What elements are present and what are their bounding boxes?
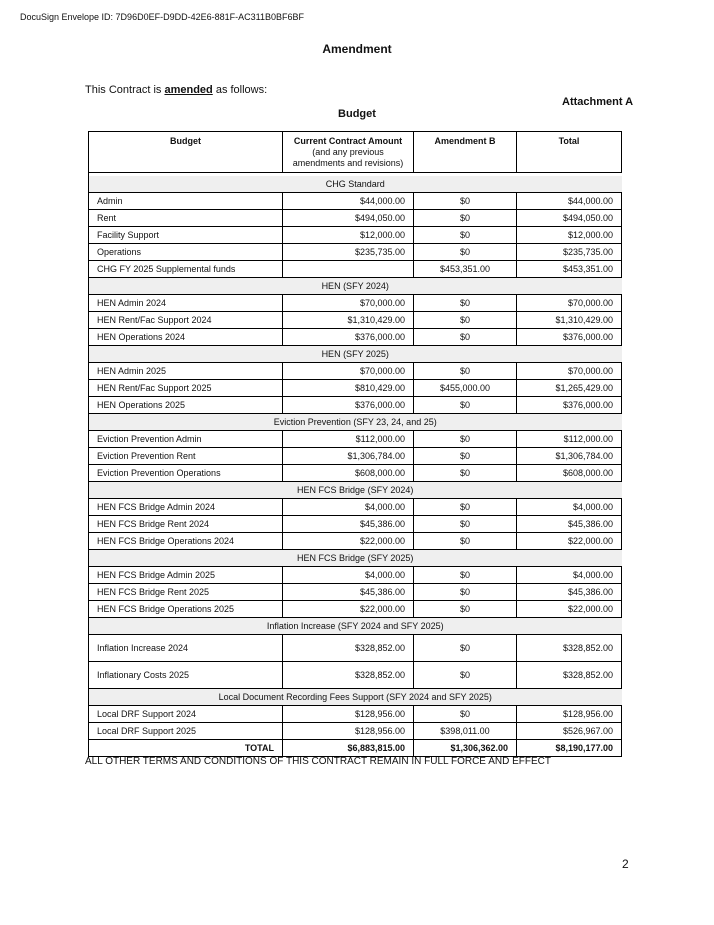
header-current-amount [283, 132, 414, 173]
row-current-amount: $128,956.00 [283, 706, 414, 723]
row-amendment: $0 [414, 567, 517, 584]
row-amendment: $0 [414, 244, 517, 261]
row-amendment: $0 [414, 499, 517, 516]
total-total: $8,190,177.00 [517, 740, 622, 757]
table-row [89, 516, 622, 533]
row-total: $235,735.00 [517, 244, 622, 261]
row-current-amount: $112,000.00 [283, 431, 414, 448]
section-header-row [89, 278, 622, 295]
row-current-amount: $376,000.00 [283, 397, 414, 414]
row-total: $1,265,429.00 [517, 380, 622, 397]
attachment-label: Attachment A [562, 96, 634, 108]
table-row [89, 397, 622, 414]
row-amendment: $398,011.00 [414, 723, 517, 740]
row-label: Inflationary Costs 2025 [89, 662, 283, 689]
table-row [89, 380, 622, 397]
row-label: HEN Operations 2024 [89, 329, 283, 346]
row-current-amount: $235,735.00 [283, 244, 414, 261]
row-total: $4,000.00 [517, 499, 622, 516]
section-title: Eviction Prevention (SFY 23, 24, and 25) [89, 414, 622, 431]
total-amendment: $1,306,362.00 [414, 740, 517, 757]
row-amendment: $0 [414, 706, 517, 723]
row-current-amount: $328,852.00 [283, 635, 414, 662]
table-row [89, 295, 622, 312]
row-amendment: $0 [414, 465, 517, 482]
row-total: $112,000.00 [517, 431, 622, 448]
header-budget: Budget [89, 132, 283, 173]
table-row [89, 499, 622, 516]
row-total: $1,306,784.00 [517, 448, 622, 465]
table-row [89, 210, 622, 227]
row-current-amount: $608,000.00 [283, 465, 414, 482]
row-total: $608,000.00 [517, 465, 622, 482]
row-amendment: $0 [414, 193, 517, 210]
row-label: Eviction Prevention Rent [89, 448, 283, 465]
row-label: Eviction Prevention Admin [89, 431, 283, 448]
row-total: $1,310,429.00 [517, 312, 622, 329]
row-total: $45,386.00 [517, 584, 622, 601]
page-title: Amendment [322, 42, 392, 56]
page-number: 2 [622, 857, 629, 871]
row-total: $44,000.00 [517, 193, 622, 210]
budget-title: Budget [338, 108, 376, 120]
row-total: $328,852.00 [517, 635, 622, 662]
row-total: $22,000.00 [517, 533, 622, 550]
row-amendment: $0 [414, 329, 517, 346]
total-row [89, 740, 622, 757]
row-current-amount: $810,429.00 [283, 380, 414, 397]
header-current-sub2: amendments and revisions) [292, 158, 404, 168]
row-current-amount: $12,000.00 [283, 227, 414, 244]
row-current-amount: $1,310,429.00 [283, 312, 414, 329]
table-row [89, 567, 622, 584]
table-row [89, 723, 622, 740]
table-row [89, 329, 622, 346]
header-current-sub1: (and any previous [312, 147, 384, 157]
row-amendment: $0 [414, 227, 517, 244]
row-amendment: $0 [414, 448, 517, 465]
row-current-amount: $70,000.00 [283, 363, 414, 380]
row-current-amount: $494,050.00 [283, 210, 414, 227]
table-row [89, 312, 622, 329]
row-current-amount: $44,000.00 [283, 193, 414, 210]
section-title: HEN FCS Bridge (SFY 2025) [89, 550, 622, 567]
row-label: HEN FCS Bridge Rent 2024 [89, 516, 283, 533]
row-label: HEN Operations 2025 [89, 397, 283, 414]
row-total: $4,000.00 [517, 567, 622, 584]
section-title: HEN FCS Bridge (SFY 2024) [89, 482, 622, 499]
row-amendment: $0 [414, 601, 517, 618]
row-total: $328,852.00 [517, 662, 622, 689]
section-header-row [89, 689, 622, 706]
table-header-row [89, 132, 622, 173]
row-label: Admin [89, 193, 283, 210]
header-amendment: Amendment B [414, 132, 517, 173]
section-title: Inflation Increase (SFY 2024 and SFY 2025) [89, 618, 622, 635]
budget-table [88, 131, 622, 757]
table-row [89, 227, 622, 244]
row-current-amount: $1,306,784.00 [283, 448, 414, 465]
table-row [89, 193, 622, 210]
row-label: Eviction Prevention Operations [89, 465, 283, 482]
row-current-amount: $4,000.00 [283, 567, 414, 584]
row-current-amount: $128,956.00 [283, 723, 414, 740]
section-header-row [89, 482, 622, 499]
row-amendment: $0 [414, 516, 517, 533]
row-current-amount: $22,000.00 [283, 601, 414, 618]
row-total: $70,000.00 [517, 363, 622, 380]
row-amendment: $0 [414, 533, 517, 550]
row-amendment: $0 [414, 431, 517, 448]
row-amendment: $0 [414, 312, 517, 329]
row-total: $12,000.00 [517, 227, 622, 244]
table-row [89, 584, 622, 601]
row-label: Operations [89, 244, 283, 261]
header-current-main: Current Contract Amount [293, 136, 403, 146]
row-total: $494,050.00 [517, 210, 622, 227]
section-header-row [89, 550, 622, 567]
row-total: $376,000.00 [517, 329, 622, 346]
section-title: Local Document Recording Fees Support (SFY 2024 and SFY 2025) [89, 689, 622, 706]
row-label: HEN FCS Bridge Admin 2024 [89, 499, 283, 516]
row-label: Local DRF Support 2024 [89, 706, 283, 723]
row-amendment: $0 [414, 584, 517, 601]
row-label: CHG FY 2025 Supplemental funds [89, 261, 283, 278]
row-total: $453,351.00 [517, 261, 622, 278]
row-label: HEN Rent/Fac Support 2025 [89, 380, 283, 397]
row-amendment: $453,351.00 [414, 261, 517, 278]
row-label: HEN FCS Bridge Rent 2025 [89, 584, 283, 601]
envelope-id: DocuSign Envelope ID: 7D96D0EF-D9DD-42E6-881F-AC311B0BF6BF [20, 12, 304, 22]
row-amendment: $0 [414, 363, 517, 380]
row-amendment: $0 [414, 662, 517, 689]
section-header-row [89, 618, 622, 635]
intro-before: This Contract is [85, 84, 165, 96]
row-current-amount: $328,852.00 [283, 662, 414, 689]
row-total: $22,000.00 [517, 601, 622, 618]
row-amendment: $455,000.00 [414, 380, 517, 397]
table-row [89, 533, 622, 550]
section-title: CHG Standard [89, 176, 622, 193]
row-label: HEN FCS Bridge Operations 2025 [89, 601, 283, 618]
total-current-amount: $6,883,815.00 [283, 740, 414, 757]
table-row [89, 465, 622, 482]
table-row [89, 662, 622, 689]
row-label: HEN Admin 2024 [89, 295, 283, 312]
row-current-amount: $45,386.00 [283, 584, 414, 601]
row-total: $45,386.00 [517, 516, 622, 533]
table-row [89, 601, 622, 618]
total-label: TOTAL [89, 740, 283, 757]
section-title: HEN (SFY 2025) [89, 346, 622, 363]
row-total: $526,967.00 [517, 723, 622, 740]
table-row [89, 244, 622, 261]
row-label: Facility Support [89, 227, 283, 244]
row-current-amount: $45,386.00 [283, 516, 414, 533]
table-row [89, 363, 622, 380]
row-amendment: $0 [414, 635, 517, 662]
table-row [89, 448, 622, 465]
row-current-amount: $22,000.00 [283, 533, 414, 550]
row-total: $70,000.00 [517, 295, 622, 312]
table-row [89, 706, 622, 723]
row-label: HEN Admin 2025 [89, 363, 283, 380]
row-current-amount: $70,000.00 [283, 295, 414, 312]
footer-text: ALL OTHER TERMS AND CONDITIONS OF THIS CONTRACT REMAIN IN FULL FORCE AND EFFECT [85, 756, 551, 767]
row-label: Local DRF Support 2025 [89, 723, 283, 740]
table-row [89, 261, 622, 278]
row-label: HEN FCS Bridge Admin 2025 [89, 567, 283, 584]
header-total: Total [517, 132, 622, 173]
row-current-amount: $4,000.00 [283, 499, 414, 516]
section-title: HEN (SFY 2024) [89, 278, 622, 295]
row-total: $128,956.00 [517, 706, 622, 723]
row-current-amount: $376,000.00 [283, 329, 414, 346]
section-header-row [89, 346, 622, 363]
row-amendment: $0 [414, 397, 517, 414]
row-amendment: $0 [414, 295, 517, 312]
intro-after: as follows: [212, 84, 268, 96]
table-row [89, 635, 622, 662]
row-label: HEN FCS Bridge Operations 2024 [89, 533, 283, 550]
row-label: Inflation Increase 2024 [89, 635, 283, 662]
intro-emphasis: amended [164, 84, 213, 96]
row-amendment: $0 [414, 210, 517, 227]
intro-text [85, 84, 267, 96]
row-label: Rent [89, 210, 283, 227]
row-label: HEN Rent/Fac Support 2024 [89, 312, 283, 329]
row-total: $376,000.00 [517, 397, 622, 414]
table-row [89, 431, 622, 448]
section-header-row [89, 414, 622, 431]
section-header-row [89, 176, 622, 193]
row-current-amount [283, 261, 414, 278]
